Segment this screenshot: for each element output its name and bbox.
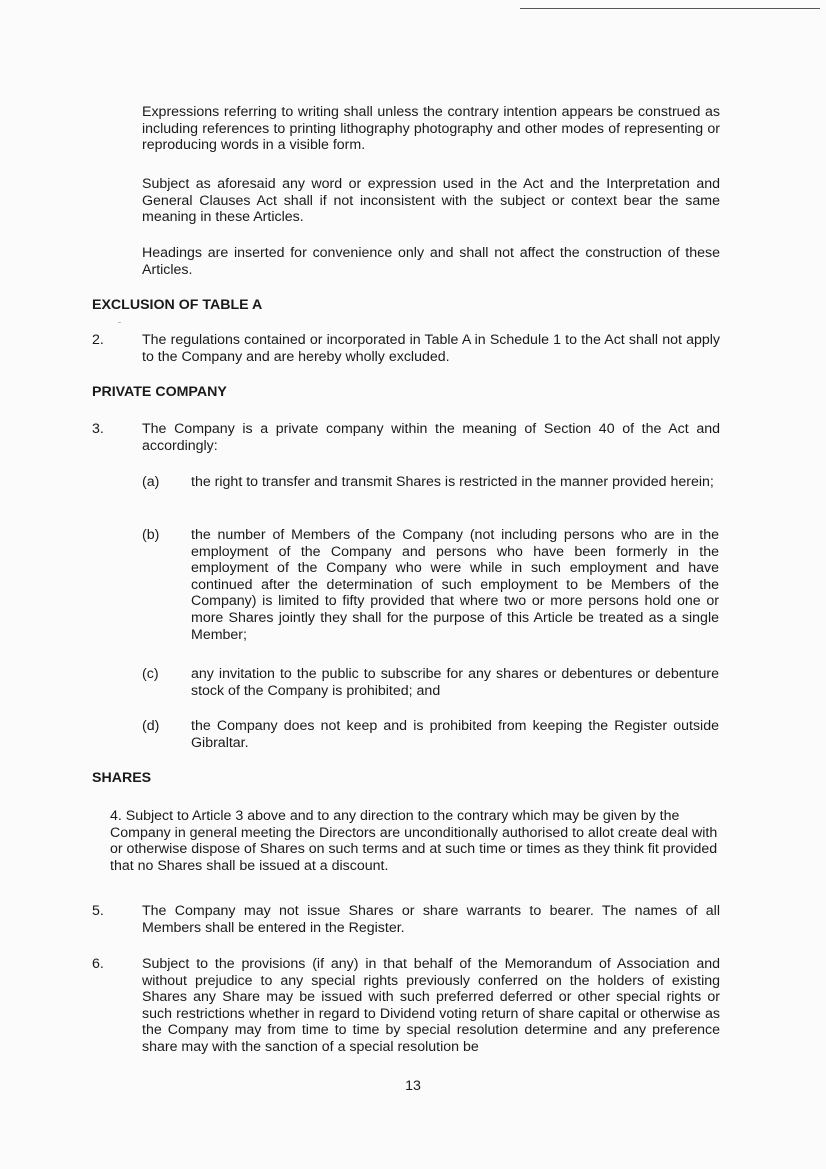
page-number: 13	[405, 1078, 421, 1094]
scan-speck	[118, 322, 121, 323]
article-3-text: The Company is a private company within the meaning of Section 40 of the Act and accordingly:	[142, 421, 720, 454]
item-text-a: the right to transfer and transmit Shares is restricted in the manner provided herein;	[191, 474, 714, 490]
item-label-b: (b)	[142, 527, 160, 543]
heading-exclusion: EXCLUSION OF TABLE A	[92, 297, 263, 313]
item-label-a: (a)	[142, 474, 160, 490]
article-5-text: The Company may not issue Shares or share warrants to bearer. The names of all Members shall be entered in the Register.	[142, 903, 720, 936]
item-text-c: any invitation to the public to subscribe for any shares or debentures or debenture stock of the Company is prohibited; and	[191, 666, 719, 699]
top-rule	[520, 8, 820, 9]
article-6-text: Subject to the provisions (if any) in that behalf of the Memorandum of Association and without prejudice to any special rights previously conferred on the holders of existing Shares any Share may be issued with such preferred deferred or other special rights or such restrictions whether in regard to Dividend voting return of share capital or otherwise as the Company may from time to time by special resolution determine and any preference share may with the sanction of a special resolution be	[142, 956, 720, 1055]
article-4-text: 4. Subject to Article 3 above and to any direction to the contrary which may be given by the Company in general meeting the Directors are unconditionally authorised to allot create deal with or otherwise dispose of Shares on such terms and at such time or times as they think fit provided that no Shares shall be issued at a discount.	[110, 808, 718, 874]
article-2-text: The regulations contained or incorporated in Table A in Schedule 1 to the Act shall not apply to the Company and are hereby wholly excluded.	[142, 332, 720, 365]
item-text-d: the Company does not keep and is prohibited from keeping the Register outside Gibraltar.	[191, 718, 719, 751]
heading-private-company: PRIVATE COMPANY	[92, 384, 227, 400]
paragraph-headings: Headings are inserted for convenience only and shall not affect the construction of these Articles.	[142, 245, 720, 278]
item-label-c: (c)	[142, 666, 159, 682]
article-number-5: 5.	[92, 903, 104, 919]
article-number-3: 3.	[92, 421, 104, 437]
paragraph-act: Subject as aforesaid any word or expression used in the Act and the Interpretation and General Clauses Act shall if not inconsistent with the subject or context bear the same meaning in these Articles.	[142, 176, 720, 226]
heading-shares: SHARES	[92, 770, 152, 786]
article-number-6: 6.	[92, 956, 104, 972]
item-text-b: the number of Members of the Company (not including persons who are in the employment of the Company and persons who have been formerly in the employment of the Company who were while in such employment and have continued after the determination of such employment to be Members of the Company) is limited to fifty provided that where two or more persons hold one or more Shares jointly they shall for the purpose of this Article be treated as a single Member;	[191, 527, 719, 643]
item-label-d: (d)	[142, 718, 160, 734]
article-number-2: 2.	[92, 332, 104, 348]
paragraph-writing: Expressions referring to writing shall unless the contrary intention appears be construed as including references to printing lithography photography and other modes of representing or reproducing words in a visible form.	[142, 104, 720, 154]
